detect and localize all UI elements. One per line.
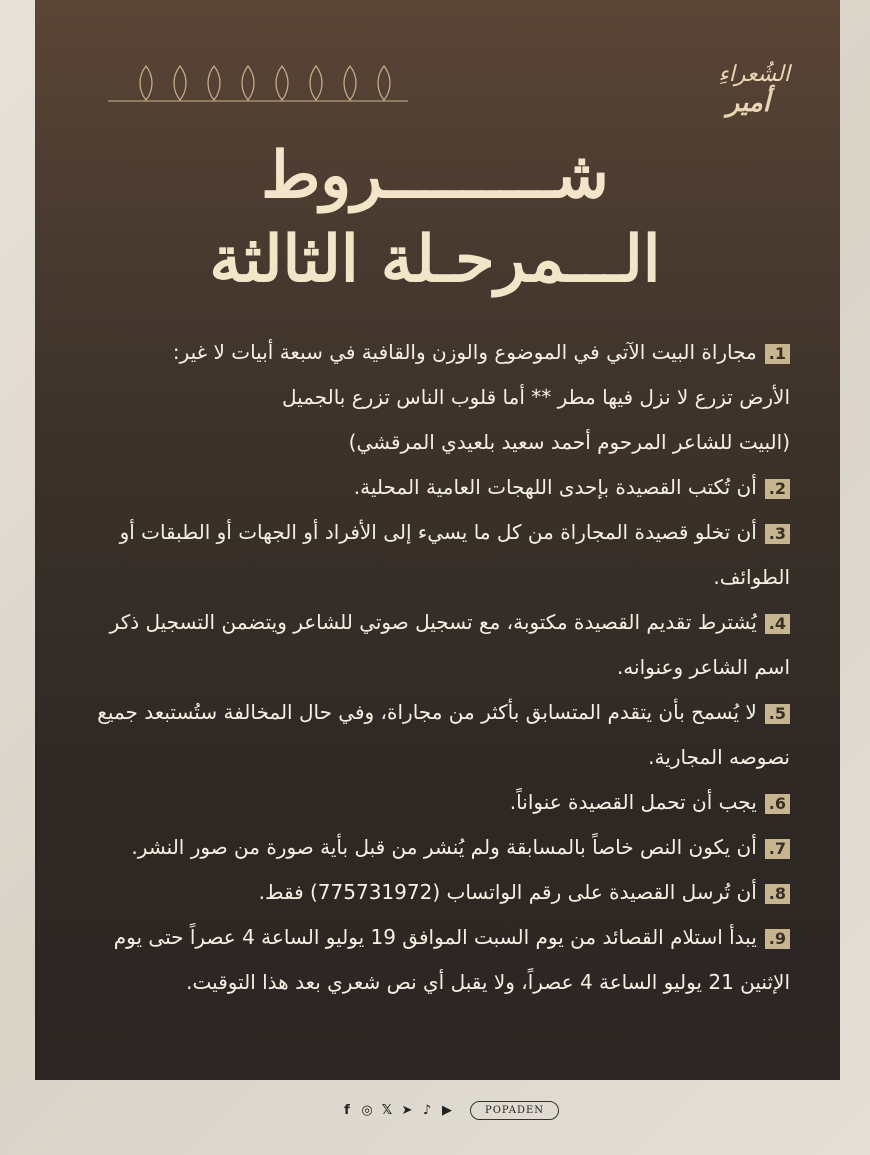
condition-text: مجاراة البيت الآتي في الموضوع والوزن والقافية في سبعة أبيات لا غير: — [172, 340, 757, 364]
condition-number: 9. — [765, 929, 790, 949]
condition-text: أن تُرسل القصيدة على رقم الواتساب (775731972) فقط. — [258, 880, 757, 904]
condition-number: 5. — [765, 704, 790, 724]
condition-text: الأرض تزرع لا نزل فيها مطر ** أما قلوب الناس تزرع بالجميل — [281, 385, 790, 409]
condition-item — [92, 915, 790, 1005]
condition-number: 8. — [765, 884, 790, 904]
footer-social-bar — [340, 1096, 559, 1124]
condition-item — [92, 600, 790, 690]
condition-item — [92, 330, 790, 465]
youtube-icon[interactable]: ▶ — [442, 1102, 452, 1118]
condition-item — [92, 510, 790, 600]
brand-badge: POPADEN — [470, 1101, 559, 1120]
condition-text: (البيت للشاعر المرحوم أحمد سعيد بلعيدي المرقشي) — [348, 430, 790, 454]
condition-item — [92, 465, 790, 510]
title-line-1: شـــــــــروط — [261, 138, 609, 213]
condition-text: أن تُكتب القصيدة بإحدى اللهجات العامية المحلية. — [353, 475, 757, 499]
condition-text: يُشترط تقديم القصيدة مكتوبة، مع تسجيل صوتي للشاعر ويتضمن التسجيل ذكر اسم الشاعر وعنوانه. — [109, 610, 790, 679]
condition-text: أن تخلو قصيدة المجاراة من كل ما يسيء إلى الأفراد أو الجهات أو الطبقات أو الطوائف. — [119, 520, 790, 589]
condition-text: أن يكون النص خاصاً بالمسابقة ولم يُنشر من قبل بأية صورة من صور النشر. — [131, 835, 757, 859]
condition-number: 1. — [765, 344, 790, 364]
condition-number: 7. — [765, 839, 790, 859]
condition-text: يبدأ استلام القصائد من يوم السبت الموافق 19 يوليو الساعة 4 عصراً حتى يوم الإثنين 21 يوليو الساعة 4 عصراً، ولا يقبل أي نص شعري بعد هذا التوقيت. — [113, 925, 790, 994]
logo — [704, 62, 804, 126]
instagram-icon[interactable]: ◎ — [361, 1102, 373, 1118]
condition-item — [92, 690, 790, 780]
condition-text: لا يُسمح بأن يتقدم المتسابق بأكثر من مجاراة، وفي حال المخالفة ستُستبعد جميع نصوصه المجارية. — [97, 700, 790, 769]
leaves-ornament — [108, 62, 408, 106]
logo-line-2: أمير — [726, 88, 770, 118]
condition-item — [92, 825, 790, 870]
facebook-icon[interactable]: f — [344, 1102, 350, 1118]
conditions-list — [92, 330, 790, 1005]
condition-number: 2. — [765, 479, 790, 499]
telegram-icon[interactable]: ➤ — [401, 1102, 413, 1118]
condition-item — [92, 870, 790, 915]
logo-line-1: الشُعراءِ — [718, 62, 790, 87]
condition-item — [92, 780, 790, 825]
condition-number: 4. — [765, 614, 790, 634]
condition-number: 3. — [765, 524, 790, 544]
condition-number: 6. — [765, 794, 790, 814]
title-line-2: الـــمرحـلة الثالثة — [209, 222, 661, 297]
tiktok-icon[interactable]: ♪ — [422, 1102, 432, 1118]
x-icon[interactable]: 𝕏 — [381, 1102, 393, 1118]
condition-text: يجب أن تحمل القصيدة عنواناً. — [509, 790, 757, 814]
